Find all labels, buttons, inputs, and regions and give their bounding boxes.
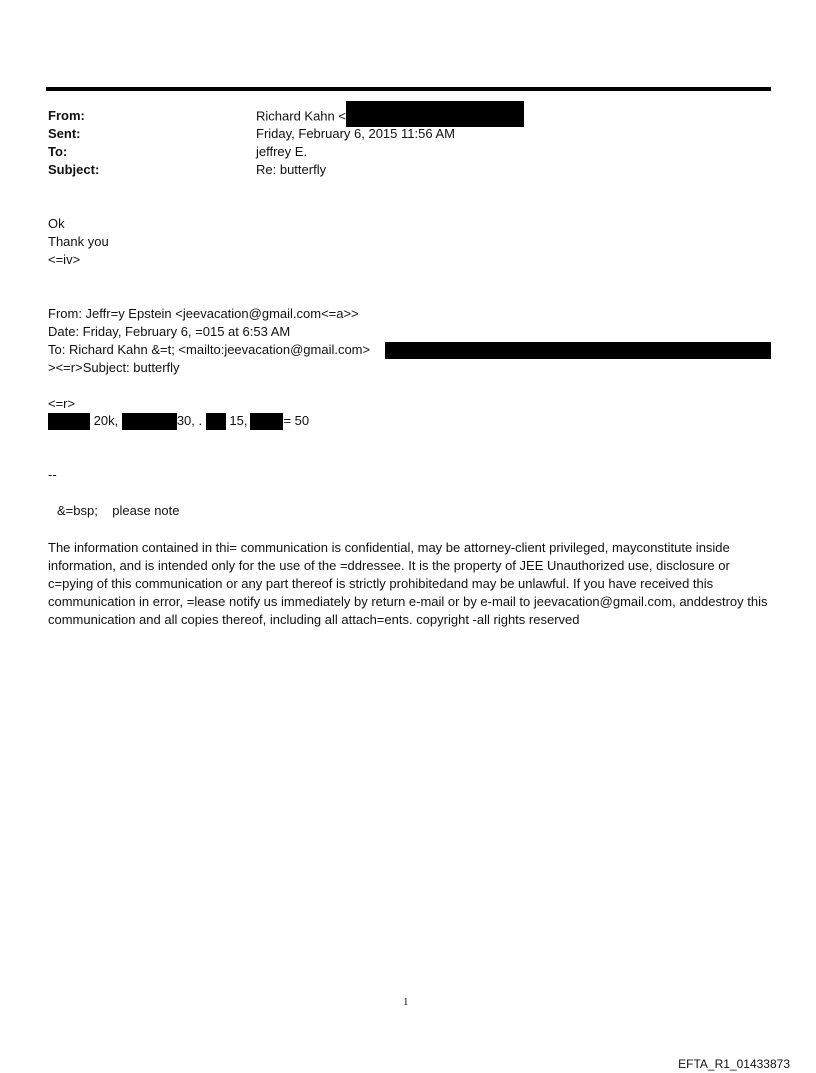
from-label: From: bbox=[48, 108, 85, 123]
to-value: jeffrey E. bbox=[256, 144, 308, 159]
quoted-br: <=r> bbox=[48, 396, 76, 411]
signature-dashes: -- bbox=[48, 467, 57, 482]
amount-1: 20k, bbox=[93, 413, 119, 428]
subject-label: Subject: bbox=[48, 162, 100, 177]
redaction-box bbox=[346, 101, 524, 127]
quoted-date: Date: Friday, February 6, =015 at 6:53 AM bbox=[48, 324, 291, 339]
reply-line-ok: Ok bbox=[48, 216, 65, 231]
amount-total: = 50 bbox=[283, 413, 310, 428]
from-text: Richard Kahn < bbox=[256, 108, 346, 124]
to-label: To: bbox=[48, 144, 68, 159]
redaction-box bbox=[250, 413, 283, 430]
quoted-to-text: To: Richard Kahn &=t; <mailto:jeevacation@gmail.com> bbox=[48, 342, 371, 357]
quoted-to bbox=[48, 341, 370, 359]
page-number: 1 bbox=[403, 996, 409, 1008]
confidentiality-disclaimer: The information contained in thi= communication is confidential, may be attorney-client privileged, mayconstitute inside information, and is intended only for the use of the =ddressee. It is the property of JEE Unauthorized use, disclosure or c=pying of this communication or any part thereof is strictly prohibitedand may be unlawful. If you have received this communication in error, =lease notify us immediately by return e-mail or by e-mail to jeevacation@gmail.com, anddestroy this communication and all copies thereof, including all attach=ents. copyright -all rights reserved bbox=[48, 540, 768, 627]
from-value bbox=[256, 107, 524, 127]
redaction-box bbox=[48, 413, 90, 430]
please-note: &=bsp; please note bbox=[57, 503, 180, 518]
bates-number: EFTA_R1_01433873 bbox=[678, 1057, 790, 1071]
amount-2: 30, . bbox=[176, 413, 203, 428]
amounts-line bbox=[48, 412, 309, 430]
reply-line-div: <=iv> bbox=[48, 252, 81, 267]
subject-value: Re: butterfly bbox=[256, 162, 327, 177]
quoted-subject: ><=r>Subject: butterfly bbox=[48, 360, 180, 375]
redaction-box bbox=[385, 342, 771, 359]
reply-line-thanks: Thank you bbox=[48, 234, 109, 249]
amount-3: 15, bbox=[229, 413, 248, 428]
sent-value: Friday, February 6, 2015 11:56 AM bbox=[256, 126, 455, 141]
sent-label: Sent: bbox=[48, 126, 81, 141]
quoted-from: From: Jeffr=y Epstein <jeevacation@gmail.com<=a>> bbox=[48, 306, 359, 321]
redaction-box bbox=[122, 413, 177, 430]
redaction-box bbox=[206, 413, 226, 430]
header-rule bbox=[46, 87, 771, 91]
